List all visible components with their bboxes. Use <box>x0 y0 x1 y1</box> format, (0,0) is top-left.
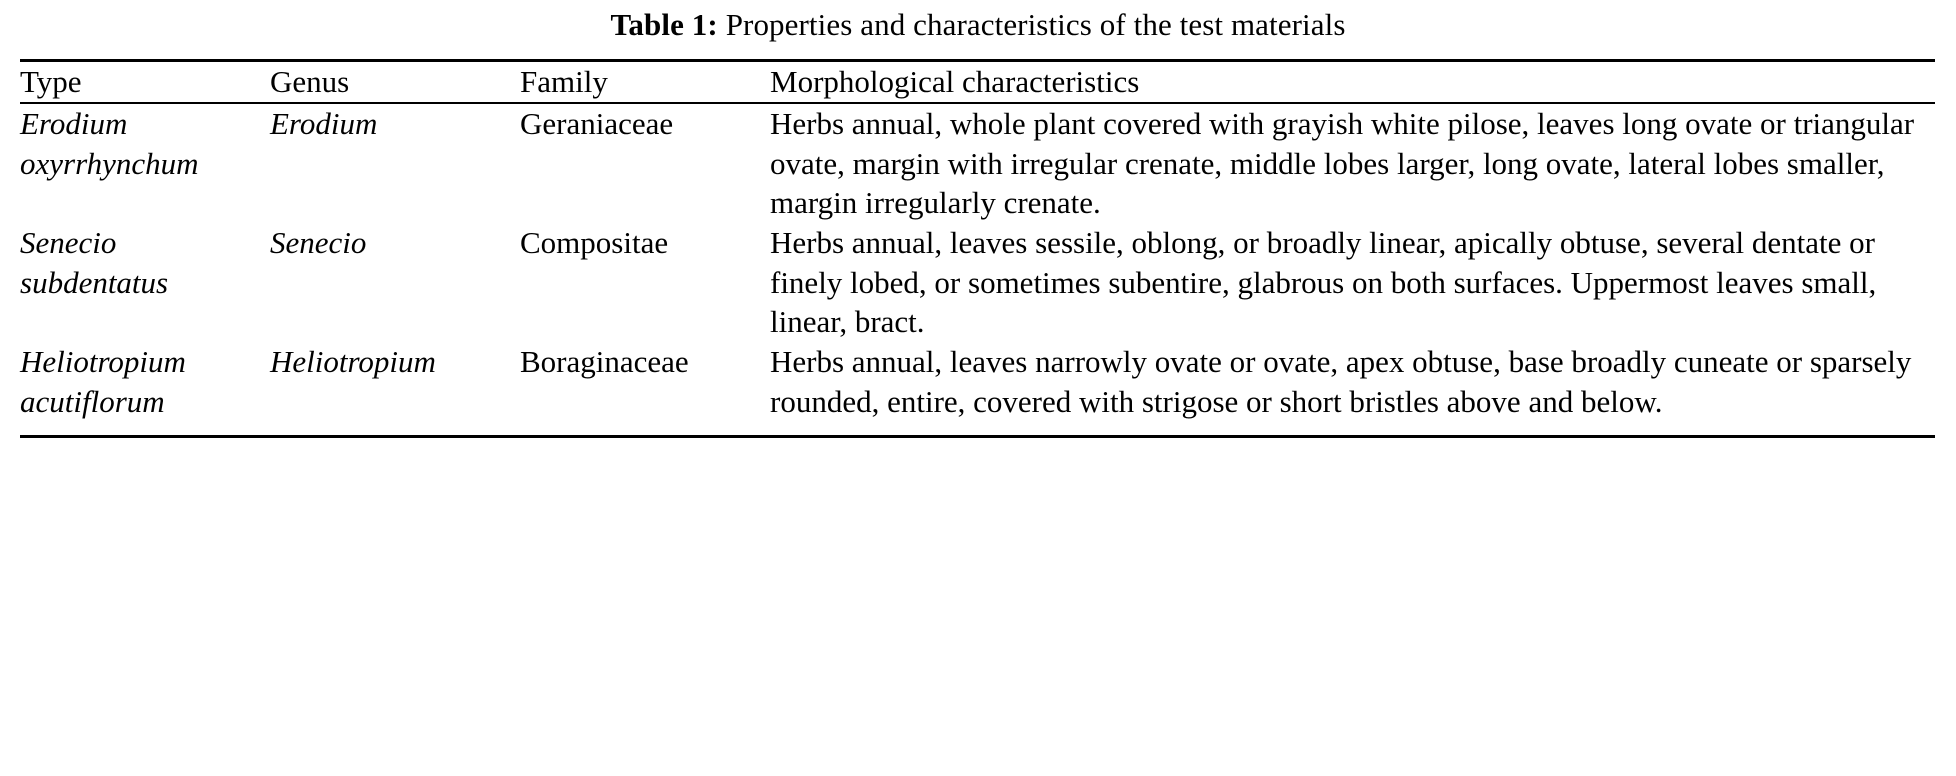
table-row <box>20 223 1935 342</box>
cell-genus: Erodium <box>270 105 378 141</box>
table-row <box>20 103 1935 223</box>
column-header-type: Type <box>20 61 270 103</box>
table-caption-text: Properties and characteristics of the test materials <box>725 7 1346 42</box>
cell-family: Boraginaceae <box>520 342 770 437</box>
cell-morphology: Herbs annual, whole plant covered with grayish white pilose, leaves long ovate or triangular ovate, margin with irregular crenate, middle lobes larger, long ovate, lateral lobes smaller, margin irregularly crenate. <box>770 105 1915 221</box>
column-header-genus: Genus <box>270 61 520 103</box>
table-caption <box>0 0 1956 59</box>
cell-morphology: Herbs annual, leaves narrowly ovate or ovate, apex obtuse, base broadly cuneate or sparsely rounded, entire, covered with strigose or short bristles above and below. <box>770 342 1935 437</box>
cell-family: Compositae <box>520 224 669 260</box>
properties-table <box>20 59 1935 438</box>
table-header <box>20 61 1935 103</box>
column-header-family: Family <box>520 61 770 103</box>
cell-morphology: Herbs annual, leaves sessile, oblong, or broadly linear, apically obtuse, several dentate or finely lobed, or sometimes subentire, glabrous on both surfaces. Uppermost leaves small, linear, bract. <box>770 224 1877 340</box>
bottom-spacer <box>0 438 1956 448</box>
cell-type: Heliotropium acutiflorum <box>20 342 270 437</box>
column-header-morphological-characteristics: Morphological characteristics <box>770 61 1935 103</box>
table-caption-label: Table 1: <box>610 7 718 42</box>
cell-family: Geraniaceae <box>520 105 674 141</box>
table-header-row <box>20 61 1935 103</box>
cell-type: Erodium oxyrrhynchum <box>20 105 199 181</box>
table-row <box>20 342 1935 437</box>
cell-genus: Heliotropium <box>270 342 520 437</box>
cell-type: Senecio subdentatus <box>20 224 169 300</box>
table-body <box>20 103 1935 437</box>
cell-genus: Senecio <box>270 224 367 260</box>
